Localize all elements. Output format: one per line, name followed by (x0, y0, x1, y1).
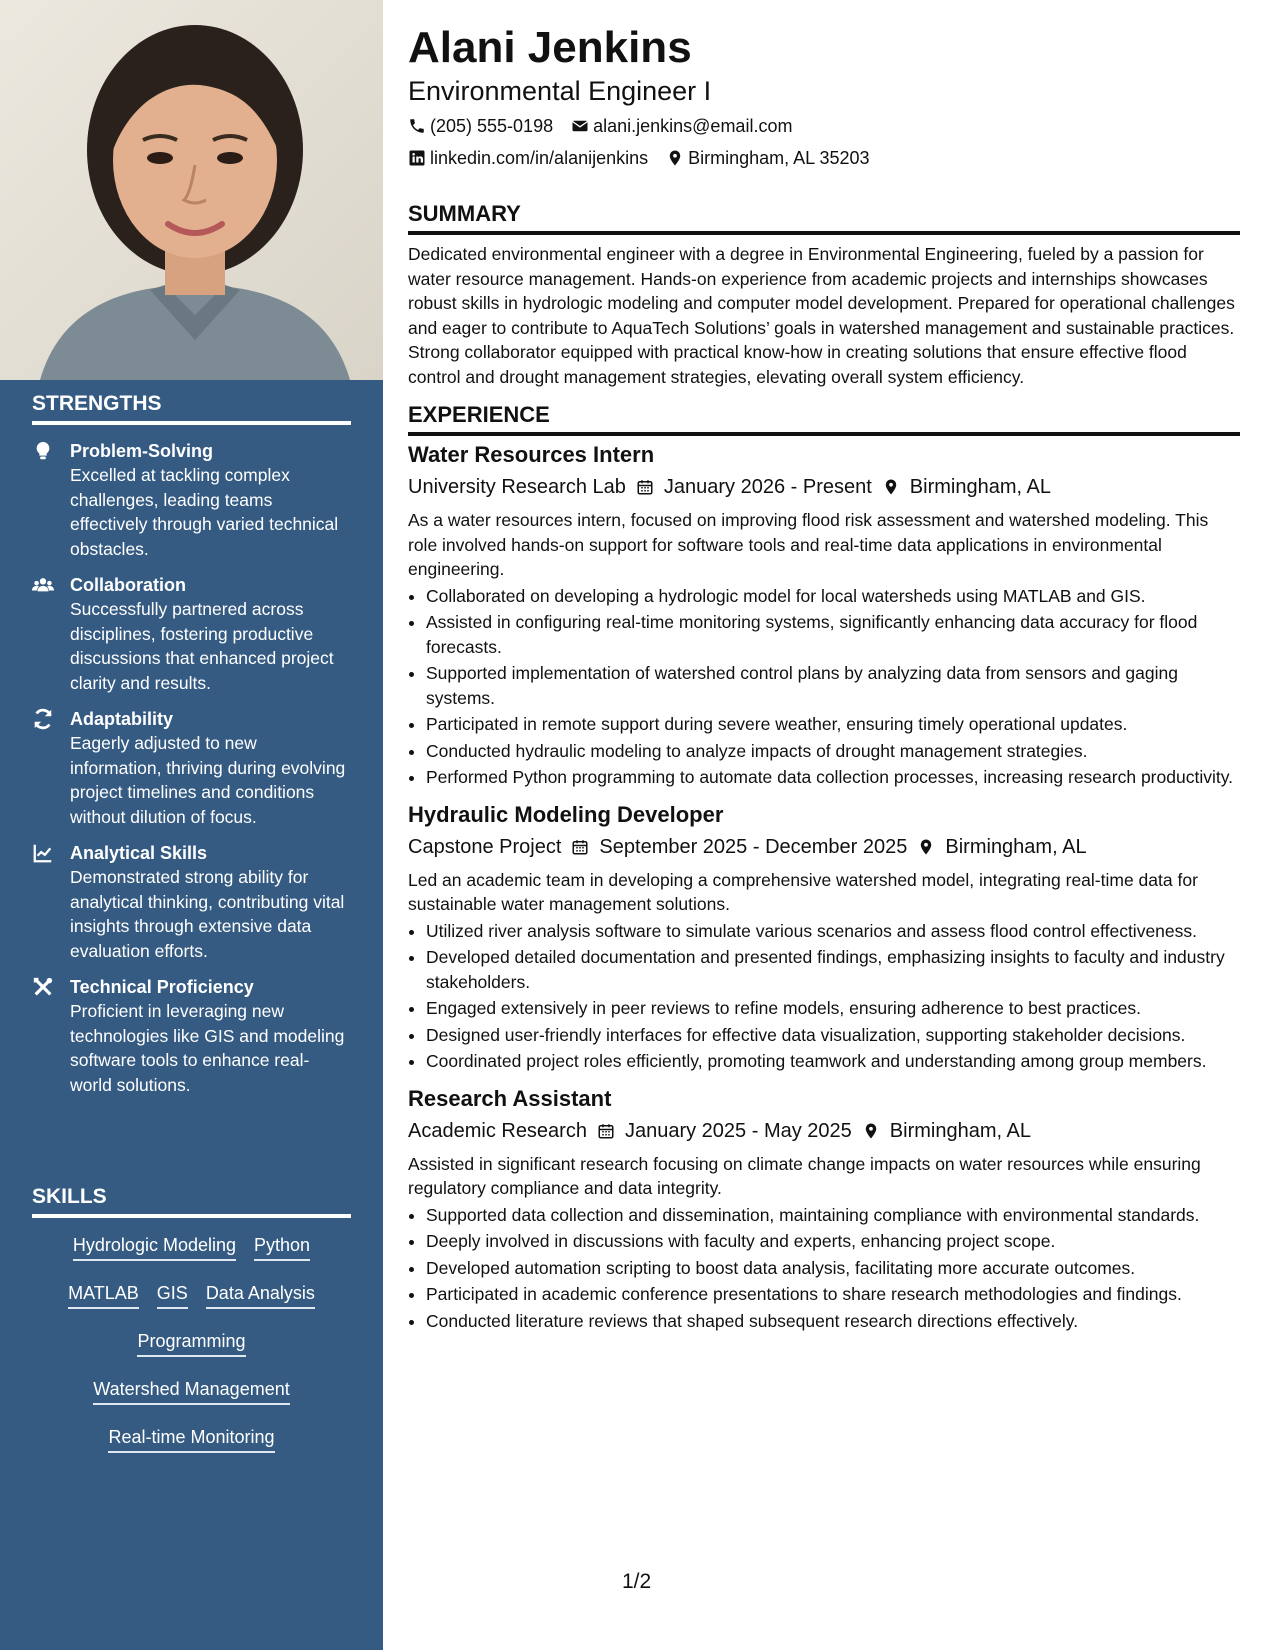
job-dates: September 2025 - December 2025 (599, 835, 908, 858)
job-meta (408, 1116, 1240, 1146)
envelope-icon (571, 117, 589, 135)
job-dates: January 2026 - Present (663, 476, 872, 498)
strength-title: Collaboration (70, 575, 186, 595)
candidate-title: Environmental Engineer I (408, 76, 712, 106)
strength-item (32, 841, 351, 963)
experience-heading: EXPERIENCE (408, 401, 1240, 436)
phone-contact (408, 110, 553, 142)
strength-item (32, 707, 351, 829)
calendar-icon (597, 1121, 615, 1141)
map-pin-icon (917, 837, 935, 857)
strength-item (32, 573, 351, 695)
job-location: Birmingham, AL (889, 1119, 1031, 1142)
bullet-item: • Supported implementation of watershed control plans by analyzing data from sensors and gaging systems. (426, 661, 1240, 710)
job-org: University Research Lab (408, 476, 626, 498)
strength-desc: Successfully partnered across disciplines, fostering productive discussions that enhanced project clarity and results. (70, 599, 334, 693)
skills-section (32, 1185, 351, 1472)
calendar-icon (636, 477, 654, 497)
strength-title: Technical Proficiency (70, 977, 254, 997)
lightbulb-icon (32, 440, 54, 462)
email-text[interactable]: alani.jenkins@email.com (593, 116, 793, 136)
strength-title: Problem-Solving (70, 441, 214, 461)
bullet-item: • Coordinated project roles efficiently, promoting teamwork and understanding among group members. (426, 1049, 1240, 1074)
map-pin-icon (666, 149, 684, 167)
strength-desc: Demonstrated strong ability for analytical thinking, contributing vital insights through extensive data evaluation efforts. (70, 867, 345, 961)
bullet-item: • Participated in academic conference presentations to share research methodologies and findings. (426, 1282, 1240, 1307)
skills-list (32, 1232, 351, 1472)
job-org: Capstone Project (408, 835, 562, 858)
chart-line-icon (32, 842, 54, 864)
refresh-icon (32, 708, 54, 730)
job-dates: January 2025 - May 2025 (624, 1119, 852, 1142)
job-description: As a water resources intern, focused on improving flood risk assessment and watershed modeling. This role involved hands-on support for software tools and real-time data applications in environmental engineering. (408, 510, 1209, 579)
bullet-item: • Engaged extensively in peer reviews to refine models, ensuring adherence to best practices. (426, 996, 1240, 1021)
users-icon (32, 574, 54, 596)
bullet-item: • Designed user-friendly interfaces for effective data visualization, supporting stakeholder decisions. (426, 1023, 1240, 1048)
job-meta (408, 832, 1240, 862)
job-location: Birmingham, AL (945, 835, 1087, 858)
bullet-item: • Supported data collection and dissemination, maintaining compliance with environmental standards. (426, 1203, 1240, 1228)
contact-row (408, 110, 1240, 142)
bullet-item: • Developed automation scripting to boost data analysis, facilitating more accurate outcomes. (426, 1256, 1240, 1281)
linkedin-text[interactable]: linkedin.com/in/alanijenkins (430, 148, 649, 168)
email-contact[interactable] (571, 110, 792, 142)
skill-tag: Data Analysis (206, 1280, 315, 1309)
strengths-heading: STRENGTHS (32, 392, 351, 425)
bullet-item: • Conducted hydraulic modeling to analyze impacts of drought management strategies. (426, 739, 1240, 764)
phone-icon (408, 117, 426, 135)
skills-heading: SKILLS (32, 1185, 351, 1218)
bullet-item: • Conducted literature reviews that shaped subsequent research directions effectively. (426, 1309, 1240, 1334)
skill-tag: GIS (157, 1280, 188, 1309)
bullet-item: • Deeply involved in discussions with faculty and experts, enhancing project scope. (426, 1229, 1240, 1254)
linkedin-icon (408, 149, 426, 167)
bullet-item: • Participated in remote support during severe weather, ensuring timely operational updates. (426, 712, 1240, 737)
skill-tag: Real-time Monitoring (108, 1424, 274, 1453)
page-number: 1/2 (622, 1570, 652, 1593)
strength-desc: Proficient in leveraging new technologies like GIS and modeling software tools to enhance real-world solutions. (70, 1001, 345, 1095)
job-bullets (408, 584, 1240, 790)
skill-tag: MATLAB (68, 1280, 139, 1309)
job-entry (408, 440, 1240, 790)
summary-heading: SUMMARY (408, 200, 1240, 235)
job-description: Assisted in significant research focusing on climate change impacts on water resources while ensuring regulatory compliance and data integrity. (408, 1153, 1201, 1198)
strengths-section (32, 392, 351, 1097)
bullet-item: • Utilized river analysis software to simulate various scenarios and assess flood control effectiveness. (426, 919, 1240, 944)
job-bullets (408, 919, 1240, 1074)
job-entry (408, 800, 1240, 1074)
tools-icon (32, 976, 54, 998)
location-text: Birmingham, AL 35203 (688, 148, 870, 168)
skill-tag: Watershed Management (93, 1376, 289, 1405)
job-entry (408, 1084, 1240, 1334)
job-title: Water Resources Intern (408, 442, 655, 467)
job-bullets (408, 1203, 1240, 1334)
job-title: Research Assistant (408, 1085, 612, 1111)
sidebar (0, 0, 383, 1650)
map-pin-icon (882, 477, 900, 497)
bullet-item: • Performed Python programming to automate data collection processes, increasing research productivity. (426, 765, 1240, 790)
job-meta (408, 472, 1240, 502)
job-title: Hydraulic Modeling Developer (408, 801, 724, 827)
strength-title: Adaptability (70, 709, 174, 729)
summary-text: Dedicated environmental engineer with a degree in Environmental Engineering, fueled by a passion for water resource management. Hands-on experience from academic projects and internships showcases robust skills in hydrologic modeling and computer model development. Prepared for operational challenges and eager to contribute to AquaTech Solutions’ goals in watershed management and sustainable practices. Strong collaborator equipped with practical know-how in creating solutions that ensure effective flood control and drought management strategies, elevating overall system efficiency. (408, 244, 1235, 387)
bullet-item: • Assisted in configuring real-time monitoring systems, significantly enhancing data accuracy for flood forecasts. (426, 610, 1240, 659)
contact-row (408, 142, 1240, 174)
strength-desc: Eagerly adjusted to new information, thriving during evolving project timelines and conditions without dilution of focus. (70, 733, 346, 827)
strength-item (32, 975, 351, 1097)
profile-photo (0, 0, 383, 380)
bullet-item: • Collaborated on developing a hydrologic model for local watersheds using MATLAB and GIS. (426, 584, 1240, 609)
skill-tag: Python (254, 1232, 310, 1261)
strength-title: Analytical Skills (70, 843, 208, 863)
strength-desc: Excelled at tackling complex challenges, leading teams effectively through varied technical obstacles. (70, 465, 339, 559)
job-description: Led an academic team in developing a comprehensive watershed model, integrating real-time data for sustainable water management solutions. (408, 869, 1198, 914)
linkedin-contact[interactable] (408, 142, 648, 174)
job-org: Academic Research (408, 1119, 587, 1142)
candidate-name: Alani Jenkins (408, 23, 692, 72)
job-location: Birmingham, AL (909, 476, 1051, 498)
bullet-item: • Developed detailed documentation and presented findings, emphasizing insights to faculty and industry stakeholders. (426, 945, 1240, 994)
skill-tag: Hydrologic Modeling (73, 1232, 236, 1261)
map-pin-icon (862, 1121, 880, 1141)
calendar-icon (571, 837, 589, 857)
main-content (408, 22, 1240, 1335)
strength-item (32, 439, 351, 561)
phone-text: (205) 555-0198 (430, 116, 554, 136)
location-contact (666, 142, 869, 174)
skill-tag: Programming (137, 1328, 245, 1357)
